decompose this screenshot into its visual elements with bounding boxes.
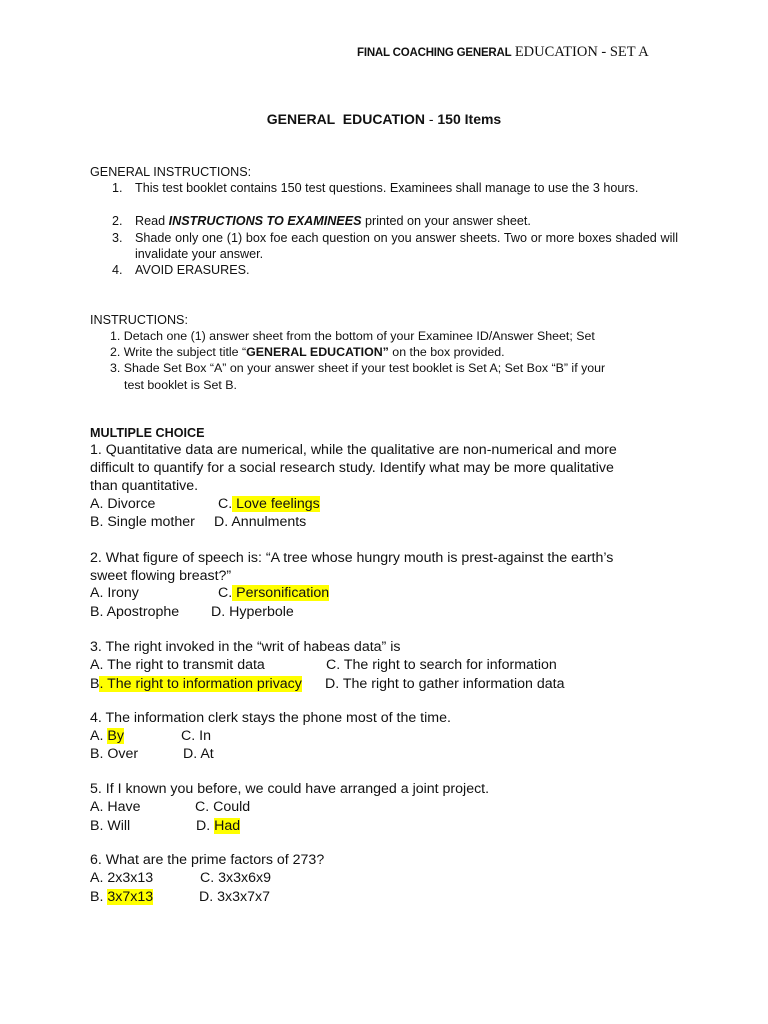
choice-d: D. 3x3x7x7 bbox=[199, 889, 270, 905]
item-number: 1. bbox=[112, 181, 123, 195]
choice-label: C. bbox=[218, 496, 233, 512]
choice-c: C. Could bbox=[195, 799, 251, 815]
choice-a bbox=[90, 728, 124, 746]
instruction-post: on the box provided. bbox=[388, 345, 505, 359]
running-header bbox=[357, 44, 649, 61]
general-instruction-text: This test booklet contains 150 test questions. Examinees shall manage to use the 3 hours. bbox=[135, 181, 639, 195]
choice-label: D. bbox=[196, 818, 211, 834]
question-1-line: 1. Quantitative data are numerical, while the qualitative are non-numerical and more bbox=[90, 442, 617, 458]
choice-c bbox=[218, 585, 329, 603]
question-1-line: difficult to quantify for a social research study. Identify what may be more qualitative bbox=[90, 460, 614, 476]
choice-c bbox=[218, 496, 320, 514]
instructions-heading: INSTRUCTIONS: bbox=[90, 313, 188, 327]
choice-b: B. Apostrophe bbox=[90, 604, 180, 620]
title-dash: - bbox=[424, 111, 438, 127]
highlighted-answer: By bbox=[107, 728, 124, 744]
item-number: 2. bbox=[112, 214, 123, 228]
question-3-line: 3. The right invoked in the “writ of habeas data” is bbox=[90, 639, 401, 655]
section-heading: MULTIPLE CHOICE bbox=[90, 426, 205, 440]
instruction-line: 3. Shade Set Box “A” on your answer sheet if your test booklet is Set A; Set Box “B” if your bbox=[110, 361, 606, 375]
choice-a: A. 2x3x13 bbox=[90, 870, 154, 886]
choice-c: C. The right to search for information bbox=[326, 657, 557, 673]
page-title bbox=[0, 111, 768, 127]
choice-b: B. Single mother bbox=[90, 514, 195, 530]
title-part1: GENERAL EDUCATION bbox=[266, 111, 425, 127]
question-5-line: 5. If I known you before, we could have arranged a joint project. bbox=[90, 781, 490, 797]
choice-d: D. The right to gather information data bbox=[325, 676, 565, 692]
choice-label: C. bbox=[218, 585, 233, 601]
question-1-line: than quantitative. bbox=[90, 478, 199, 494]
choice-a: A. Divorce bbox=[90, 496, 156, 512]
choice-c: C. In bbox=[181, 728, 211, 744]
highlighted-answer: Had bbox=[214, 818, 241, 834]
title-part2: 150 Items bbox=[437, 111, 502, 127]
instruction-post: printed on your answer sheet. bbox=[361, 214, 531, 228]
instruction-emphasis: INSTRUCTIONS TO EXAMINEES bbox=[168, 214, 362, 228]
choice-label: B. bbox=[90, 889, 104, 905]
choice-d: D. Hyperbole bbox=[211, 604, 294, 620]
question-6-line: 6. What are the prime factors of 273? bbox=[90, 852, 325, 868]
highlighted-answer: Personification bbox=[232, 585, 330, 601]
choice-b: B. Over bbox=[90, 746, 139, 762]
highlighted-answer: Love feelings bbox=[232, 496, 320, 512]
general-instruction-text: AVOID ERASURES. bbox=[135, 263, 250, 277]
choice-b bbox=[90, 889, 153, 907]
choice-d: D. Annulments bbox=[214, 514, 307, 530]
question-4-line: 4. The information clerk stays the phone most of the time. bbox=[90, 710, 451, 726]
item-number: 3. bbox=[112, 231, 123, 245]
choice-d bbox=[196, 818, 240, 836]
choice-label: A. bbox=[90, 728, 104, 744]
question-2-line: 2. What figure of speech is: “A tree whose hungry mouth is prest-against the earth’s bbox=[90, 550, 614, 566]
instruction-emphasis: GENERAL EDUCATION” bbox=[246, 345, 389, 359]
item-number: 4. bbox=[112, 263, 123, 277]
general-instructions-heading: GENERAL INSTRUCTIONS: bbox=[90, 165, 252, 179]
highlighted-answer: 3x7x13 bbox=[107, 889, 154, 905]
choice-a: A. Have bbox=[90, 799, 141, 815]
instruction-line: 1. Detach one (1) answer sheet from the bottom of your Examinee ID/Answer Sheet; Set bbox=[110, 329, 595, 343]
choice-label: B bbox=[90, 676, 100, 692]
running-header-bold: FINAL COACHING GENERAL bbox=[357, 47, 512, 59]
running-header-serif: EDUCATION - SET A bbox=[514, 44, 649, 60]
choice-d: D. At bbox=[183, 746, 214, 762]
instruction-line: test booklet is Set B. bbox=[124, 378, 237, 392]
choice-a: A. The right to transmit data bbox=[90, 657, 265, 673]
instruction-line bbox=[110, 344, 505, 360]
choice-b: B. Will bbox=[90, 818, 131, 834]
choice-c: C. 3x3x6x9 bbox=[200, 870, 271, 886]
question-2-line: sweet flowing breast?” bbox=[90, 568, 232, 584]
highlighted-answer: . The right to information privacy bbox=[99, 676, 302, 692]
choice-a: A. Irony bbox=[90, 585, 139, 601]
general-instruction-text: Shade only one (1) box foe each question on you answer sheets. Two or more boxes shaded will invalidate your answer. bbox=[135, 231, 678, 261]
instruction-pre: 2. Write the subject title “ bbox=[110, 345, 247, 359]
general-instruction-text bbox=[135, 213, 531, 229]
instruction-pre: Read bbox=[135, 214, 169, 228]
choice-b bbox=[90, 676, 302, 694]
